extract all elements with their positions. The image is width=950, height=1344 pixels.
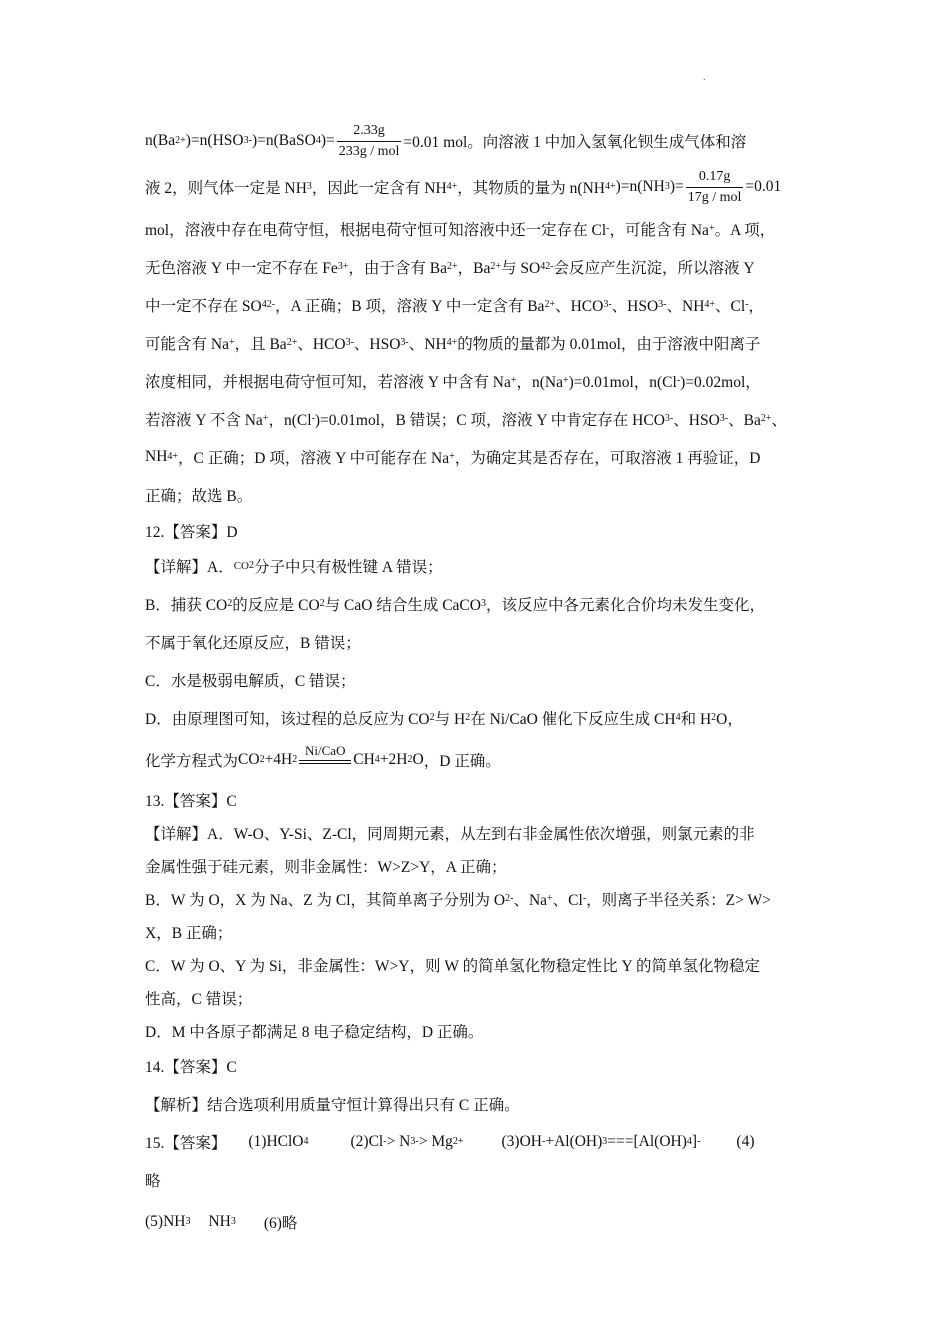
q11-line-4: 无色溶液 Y 中一定不存在 Fe 3+ ，由于含有 Ba 2+ ，Ba 2+ 与 SO 4 2- 会反应产生沉淀，所以溶液 Y xyxy=(145,260,755,277)
document-content xyxy=(145,118,810,1245)
q13-c-1: C．W 为 O、Y 为 Si，非金属性：W>Y，则 W 的简单氢化物稳定性比 Y 的简单氢化物稳定 xyxy=(145,957,760,975)
q11-line-2: 液 2，则气体一定是 NH 3 ，因此一定含有 NH 4 + ，其物质的量为 n(NH 4 + )=n(NH 3 )= $\frac{0.17g}{\text{17g / mol}}$ =0.01 xyxy=(145,168,782,205)
q13-a-1: 【详解】A．W-O、Y-Si、Z-Cl，同周期元素，从左到右非金属性依次增强，则氯元素的非 xyxy=(145,825,755,843)
q11-line-8: 若溶液 Y 不含 Na + ，n(Cl - )=0.01mol，B 错误；C 项，溶液 Y 中肯定存在 HCO 3 - 、HSO 3 - 、Ba 2+ 、 xyxy=(145,412,787,429)
reaction-condition: Ni/CaO xyxy=(299,743,351,764)
q12-b-1: B．捕获 CO 2 的反应是 CO 2 与 CaO 结合生成 CaCO 3 ，该反应中各元素化合价均未发生变化， xyxy=(145,597,765,614)
q12-a: 【详解】A． CO 2 分子中只有极性键 A 错误； xyxy=(145,559,443,576)
q11-line-1: n(Ba 2+ )=n(HSO 3 - )=n(BaSO 4 )= $\frac{2.33g}{\text{233g / mol}}$ =0.01 mol。向溶液 1 中加入氢氧化钡生成气体和溶 xyxy=(145,122,747,159)
q12-c: C．水是极弱电解质，C 错误； xyxy=(145,673,356,690)
q13-d: D．M 中各原子都满足 8 电子稳定结构，D 正确。 xyxy=(145,1023,484,1041)
q14-answer: 14.【答案】C xyxy=(145,1059,237,1076)
page-dot: . xyxy=(703,72,706,83)
q13-a-2: 金属性强于硅元素，则非金属性：W>Z>Y，A 正确； xyxy=(145,858,507,876)
q11-line-7: 浓度相同，并根据电荷守恒可知，若溶液 Y 中含有 Na + ，n(Na + )=0.01mol，n(Cl - )=0.02mol， xyxy=(145,374,761,391)
q15-answer-line-2: 略 xyxy=(145,1173,161,1190)
fraction-nh3: $\frac{0.17g}{\text{17g / mol}}$ xyxy=(687,168,742,205)
q12-answer: 12.【答案】D xyxy=(145,523,238,541)
q12-d-1: D．由原理图可知，该过程的总反应为 CO 2 与 H 2 在 Ni/CaO 催化下反应生成 CH 4 和 H 2 O， xyxy=(145,711,743,728)
q13-answer: 13.【答案】C xyxy=(145,792,237,810)
q12-d-2: 化学方程式为 CO 2 +4H 2 Ni/CaO CH 4 +2H 2 O ，D 正确。 xyxy=(145,742,501,770)
q11-line-5: 中一定不存在 SO 4 2- ，A 正确；B 项，溶液 Y 中一定含有 Ba 2+ 、HCO 3 - 、HSO 3 - 、NH 4 + 、Cl - ， xyxy=(145,298,765,315)
q12-b-2: 不属于氧化还原反应，B 错误； xyxy=(145,635,361,652)
q11-line-9: NH 4 + ，C 正确；D 项，溶液 Y 中可能存在 Na + ，为确定其是否存在，可取溶液 1 再验证，D xyxy=(145,448,761,467)
q13-c-2: 性高，C 错误； xyxy=(145,990,253,1008)
q11-line-6: 可能含有 Na + ，且 Ba 2+ 、HCO 3 - 、HSO 3 - 、NH 4 + 的物质的量都为 0.01mol，由于溶液中阳离子 xyxy=(145,336,761,353)
fraction-baso4: $\frac{2.33g}{\text{233g / mol}}$ xyxy=(338,122,400,159)
q11-line-10: 正确；故选 B。 xyxy=(145,488,253,505)
q14-analysis: 【解析】结合选项利用质量守恒计算得出只有 C 正确。 xyxy=(145,1097,520,1114)
q13-b-1: B．W 为 O，X 为 Na、Z 为 Cl，其简单离子分别为 O 2- 、Na + 、Cl - ，则离子半径关系：Z> W> xyxy=(145,891,771,909)
q11-line-3: mol，溶液中存在电荷守恒，根据电荷守恒可知溶液中还一定存在 Cl - ，可能含有 Na + 。A 项， xyxy=(145,222,776,239)
q13-b-2: X，B 正确； xyxy=(145,924,233,942)
q15-answer-line-1: 15.【答案】 (1)HClO 4 (2)Cl - > N 3- > Mg 2+ (3)OH - +Al(OH) 3 ===[Al(OH) 4 ] - (4) xyxy=(145,1133,755,1152)
q15-answer-line-3: (5)NH 3 NH 3 (6)略 xyxy=(145,1213,298,1232)
